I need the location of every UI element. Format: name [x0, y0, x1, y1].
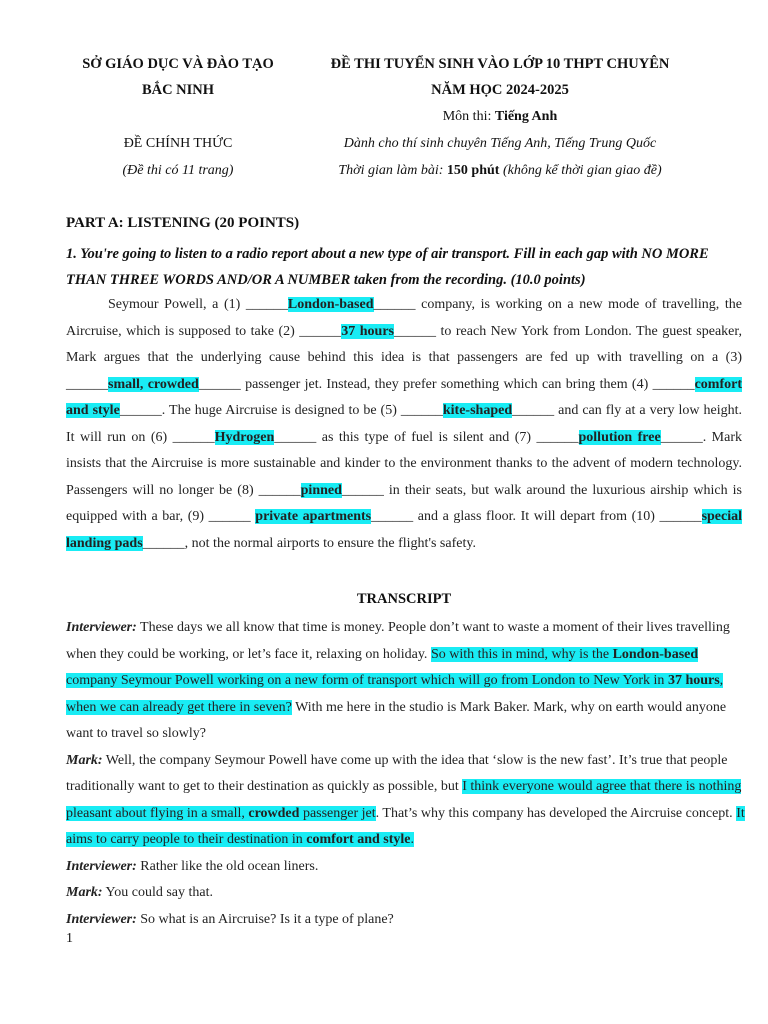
subject-value: Tiếng Anh	[494, 109, 558, 124]
time-line	[300, 163, 700, 179]
turn-text: With me here in the studio is Mark Baker. Mark, why on earth would anyone want to travel so slowly?	[66, 699, 727, 741]
gap-fill-passage	[66, 292, 742, 557]
time-label: Thời gian làm bài:	[338, 163, 447, 178]
passage-text: ______ to reach New York from London. The guest speaker, Mark argues that the underlying cause behind this idea is that passengers are fed up with travelling on a (3) ______	[66, 323, 742, 392]
answer-7: pollution free	[578, 429, 661, 445]
transcript-turn	[66, 748, 746, 854]
transcript-turn	[66, 615, 746, 748]
turn-text: . That’s why this company has developed the Aircruise concept.	[375, 805, 737, 821]
transcript-turn	[66, 907, 746, 934]
highlighted-text: company Seymour Powell working on a new form of transport which will go from London to New York in	[66, 673, 668, 688]
passage-text: ______ passenger jet. Instead, they prefer something which can bring them (4) ______	[198, 376, 695, 392]
highlighted-answer: comfort and style	[306, 832, 411, 847]
transcript-title: TRANSCRIPT	[356, 591, 452, 607]
answer-3: small, crowded	[108, 376, 199, 392]
highlighted-text: passenger jet	[299, 805, 376, 821]
answer-4: comfort and style	[66, 376, 742, 418]
turn-text: These days we all know that time is money. People don’t want to waste a moment of their lives travelling when they could be working, or let’s face it, relaxing on holiday.	[66, 620, 730, 662]
speaker-label: Interviewer:	[66, 620, 137, 635]
time-value: 150 phút	[446, 163, 500, 178]
answer-8: pinned	[300, 482, 342, 498]
department-name: SỞ GIÁO DỤC VÀ ĐÀO TẠO	[82, 56, 274, 72]
highlighted-answer: 37 hours	[667, 673, 720, 688]
instruction: 1. You're going to listen to a radio report about a new type of air transport. Fill in each gap with NO MORE THAN THREE WORDS AND/OR A NUMBER taken from the recording. (10.0 points)	[66, 246, 709, 288]
province-name: BẮC NINH	[141, 82, 215, 98]
answer-6: Hydrogen	[214, 429, 275, 445]
highlighted-text: .	[410, 832, 414, 847]
answer-1: London-based	[287, 297, 374, 312]
answer-5: kite-shaped	[442, 403, 513, 418]
highlighted-text: It aims to carry people to their destination in	[66, 805, 745, 847]
highlighted-text: So with this in mind, why is the	[430, 646, 613, 662]
passage-text: ______ in their seats, but walk around the luxurious airship which is equipped with a bar, (9) ______	[66, 482, 742, 524]
turn-text: You could say that.	[102, 885, 214, 900]
passage-text: ______ as this type of fuel is silent and (7) ______	[274, 429, 579, 445]
official-label: ĐỀ CHÍNH THỨC	[123, 136, 233, 151]
exam-title: ĐỀ THI TUYỂN SINH VÀO LỚP 10 THPT CHUYÊN	[330, 56, 670, 72]
highlighted-text: I think everyone would agree that there is nothing pleasant about flying in a small,	[66, 779, 742, 821]
turn-text: Rather like the old ocean liners.	[136, 858, 319, 874]
passage-text: Seymour Powell, a (1) ______	[108, 297, 288, 312]
highlighted-answer: London-based	[612, 646, 699, 662]
candidates-note: Dành cho thí sinh chuyên Tiếng Anh, Tiếng Trung Quốc	[343, 136, 657, 151]
subject-label: Môn thi:	[442, 109, 495, 124]
passage-text: ______. The huge Aircruise is designed to be (5) ______	[119, 403, 443, 418]
passage-text: ______ company, is working on a new mode of travelling, the Aircruise, which is supposed to take (2) ______	[66, 297, 743, 339]
time-note: (không kể thời gian giao đề)	[499, 163, 662, 178]
passage-text: ______ and can fly at a very low height. It will run on (6) ______	[66, 403, 742, 445]
speaker-label: Interviewer:	[66, 858, 137, 874]
school-year: NĂM HỌC 2024-2025	[431, 82, 569, 98]
passage-text: ______. Mark insists that the Aircruise is more sustainable and kinder to the environment thanks to the advent of modern technology. Passengers will no longer be (8) ______	[66, 429, 742, 498]
turn-text: So what is an Aircruise? Is it a type of plane?	[136, 911, 394, 927]
page-number: 1	[66, 931, 73, 946]
pages-note: (Đề thi có 11 trang)	[122, 163, 234, 178]
subject-line	[300, 109, 700, 125]
answer-9: private apartments	[255, 509, 372, 524]
speaker-label: Interviewer:	[66, 911, 137, 927]
speaker-label: Mark:	[66, 885, 103, 900]
highlighted-answer: crowded	[248, 805, 300, 821]
passage-text: ______, not the normal airports to ensure the flight's safety.	[142, 535, 476, 551]
answer-2: 37 hours	[341, 323, 394, 339]
highlighted-text: , when we can already get there in seven?	[66, 673, 724, 715]
part-title: PART A: LISTENING (20 POINTS)	[66, 215, 300, 231]
passage-text: ______ and a glass floor. It will depart from (10) ______	[371, 509, 702, 524]
transcript-turn	[66, 854, 746, 881]
speaker-label: Mark:	[66, 752, 103, 768]
answer-10: special landing pads	[66, 509, 743, 551]
transcript	[66, 615, 746, 933]
turn-text: Well, the company Seymour Powell have come up with the idea that ‘slow is the new fast’. It’s true that people traditionally want to get to their destination as quickly as possible, but	[66, 752, 728, 794]
transcript-turn	[66, 880, 746, 907]
